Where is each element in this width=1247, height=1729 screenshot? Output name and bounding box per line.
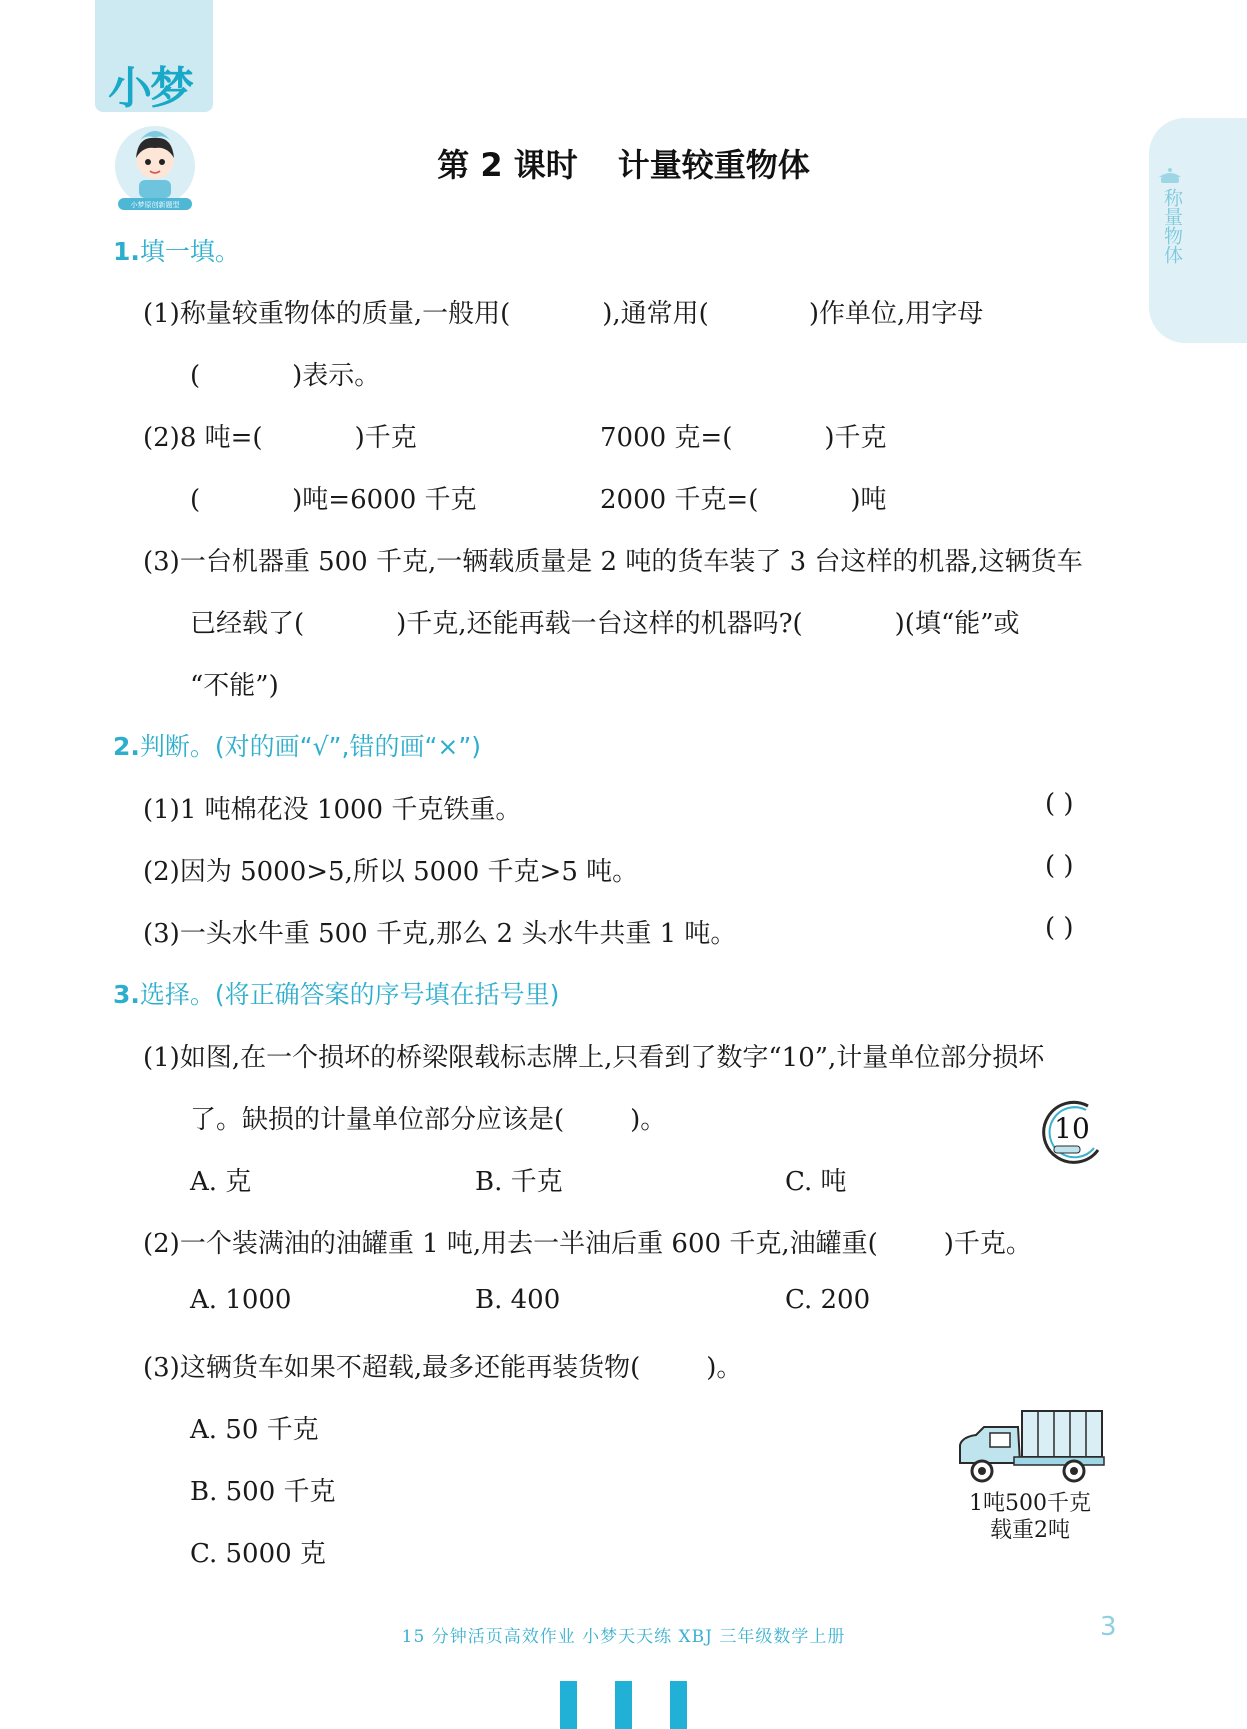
s2-item-2: (2)因为 5000>5,所以 5000 千克>5 吨。 [143,857,639,887]
side-tab-label: 称量物体 [1161,188,1183,264]
footer-bar [560,1681,577,1729]
truck-capacity-label: 载重2吨 [990,1518,1070,1543]
s3-q1-option-c[interactable]: C. 吨 [785,1167,847,1197]
lesson-title: 计量较重物体 [617,146,810,184]
s3-q1-line2: 了。缺损的计量单位部分应该是( )。 [190,1105,667,1135]
s3-q3-option-b[interactable]: B. 500 千克 [190,1477,336,1507]
s3-q1-option-a[interactable]: A. 克 [190,1167,252,1197]
s1-q2-d: 2000 千克=( )吨 [600,485,887,515]
s1-q3-line3: “不能”) [190,671,279,701]
truck-weight-label: 1吨500千克 [969,1491,1091,1516]
s2-item-3: (3)一头水牛重 500 千克,那么 2 头水牛共重 1 吨。 [143,919,737,949]
s2-answer-1[interactable]: ( ) [1045,789,1074,819]
damaged-sign-icon [1036,1098,1108,1168]
footer-bar [615,1681,632,1729]
footer-text: 15 分钟活页高效作业 小梦天天练 XBJ 三年级数学上册 [401,1627,846,1647]
s3-q3-line: (3)这辆货车如果不超载,最多还能再装货物( )。 [143,1353,743,1383]
page-number: 3 [1100,1612,1117,1642]
page-title [0,140,1247,186]
s1-q2-b: 7000 克=( )千克 [600,423,887,453]
s1-q1-line1: (1)称量较重物体的质量,一般用( ),通常用( )作单位,用字母 [143,299,984,329]
footer-bar [670,1681,687,1729]
sign-number: 10 [1054,1112,1090,1145]
s3-q2-line: (2)一个装满油的油罐重 1 吨,用去一半油后重 600 千克,油罐重( )千克。 [143,1229,1032,1259]
section-2-heading: 2.判断。(对的画“√”,错的画“×”) [113,732,482,761]
s2-item-1: (1)1 吨棉花没 1000 千克铁重。 [143,795,522,825]
s1-q3-line2: 已经载了( )千克,还能再载一台这样的机器吗?( )(填“能”或 [190,609,1020,639]
logo: 小梦 [108,63,192,114]
s1-q3-line1: (3)一台机器重 500 千克,一辆载质量是 2 吨的货车装了 3 台这样的机器,这辆货车 [143,547,1083,577]
s3-q1-option-b[interactable]: B. 千克 [475,1167,563,1197]
s3-q2-option-a[interactable]: A. 1000 [190,1285,292,1315]
s2-answer-2[interactable]: ( ) [1045,851,1074,881]
s3-q3-option-a[interactable]: A. 50 千克 [190,1415,319,1445]
truck-icon [954,1405,1106,1485]
s3-q1-line1: (1)如图,在一个损坏的桥梁限载标志牌上,只看到了数字“10”,计量单位部分损坏 [143,1043,1045,1073]
s3-q3-option-c[interactable]: C. 5000 克 [190,1539,326,1569]
s3-q2-option-c[interactable]: C. 200 [785,1285,871,1315]
mascot-caption: 小梦原创新题型 [130,201,180,209]
s1-q1-line2: ( )表示。 [190,361,381,391]
s1-q2-c: ( )吨=6000 千克 [190,485,477,515]
s2-answer-3[interactable]: ( ) [1045,913,1074,943]
s1-q2-a: (2)8 吨=( )千克 [143,423,417,453]
section-1-heading: 1.填一填。 [113,237,240,266]
s3-q2-option-b[interactable]: B. 400 [475,1285,561,1315]
section-3-heading: 3.选择。(将正确答案的序号填在括号里) [113,980,560,1009]
lesson-number: 第 2 课时 [437,146,578,184]
